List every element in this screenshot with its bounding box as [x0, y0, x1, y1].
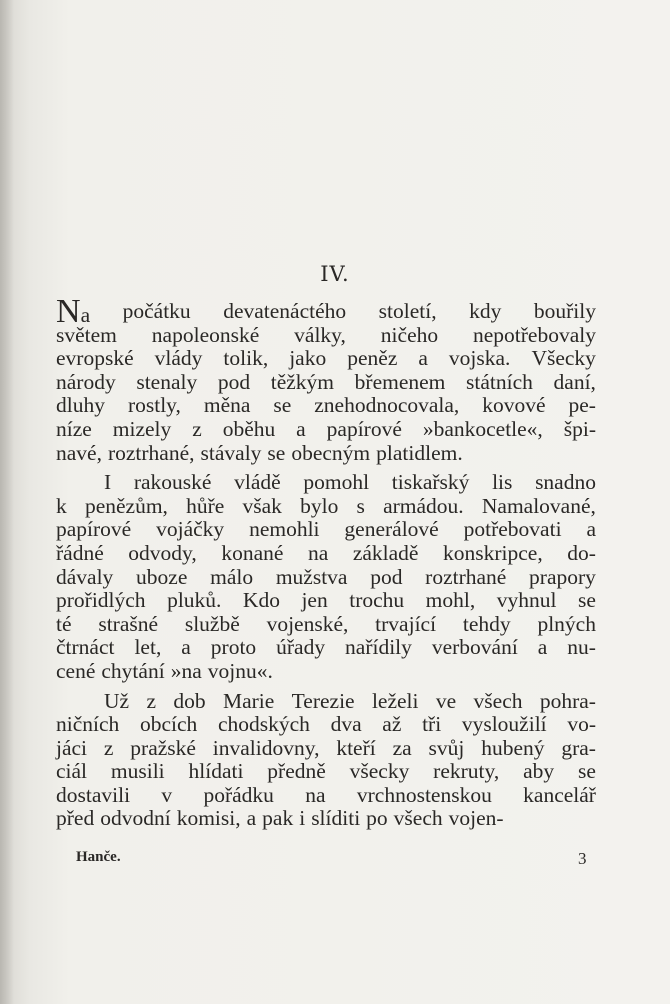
text-line: Na počátku devatenáctého století, kdy bouřily	[56, 293, 596, 330]
text-line: čtrnáct let, a proto úřady nařídily verbování a nu-	[56, 635, 596, 660]
text-line: dluhy rostly, měna se znehodnocovala, kovové pe-	[56, 393, 596, 418]
text-line: té strašné službě vojenské, trvající tehdy plných	[56, 611, 596, 636]
text-line: Už z dob Marie Terezie leželi ve všech pohra-	[104, 688, 596, 713]
text-line: cené chytání »na vojnu«.	[56, 658, 273, 683]
text-line: prořidlých pluků. Kdo jen trochu mohl, vyhnul se	[56, 588, 596, 613]
text-line: I rakouské vládě pomohl tiskařský lis snadno	[104, 470, 596, 495]
text-line: světem napoleonské války, ničeho nepotřebovaly	[56, 322, 596, 347]
text-line: před odvodní komisi, a pak i slíditi po všech vojen-	[56, 806, 504, 831]
text-line: dostavili v pořádku na vrchnostenskou kancelář	[56, 782, 596, 807]
text-line: navé, roztrhané, stávaly se obecným platidlem.	[56, 440, 463, 465]
paragraph	[56, 293, 596, 465]
paragraph	[56, 471, 596, 683]
text-line: ničních obcích chodských dva až tři vysloužilí vo-	[56, 712, 596, 737]
text-line: níze mizely z oběhu a papírové »bankocetle«, špi-	[56, 416, 596, 441]
binding-shadow	[0, 0, 14, 1004]
text-line: dávaly uboze málo mužstva pod roztrhané prapory	[56, 564, 596, 589]
paragraph	[56, 690, 596, 832]
text-line: jáci z pražské invalidovny, kteří za svůj hubený gra-	[56, 735, 596, 760]
chapter-heading: IV.	[320, 262, 350, 286]
text-line: ciál musili hlídati předně všecky rekruty, aby se	[56, 759, 596, 784]
page-number: 3	[578, 849, 587, 868]
text-line: papírové vojáčky nemohli generálové potřebovati a	[56, 517, 596, 542]
text-line: národy stenaly pod těžkým břemenem státních daní,	[56, 369, 596, 394]
text-line: řádné odvody, konané na základě konskripce, do-	[56, 540, 596, 565]
text-line: evropské vlády tolik, jako peněz a vojska. Všecky	[56, 346, 596, 371]
body-text	[56, 293, 596, 831]
printer-signature: Hanče.	[76, 849, 121, 865]
text-line: k penězům, hůře však bylo s armádou. Namalované,	[56, 493, 596, 518]
